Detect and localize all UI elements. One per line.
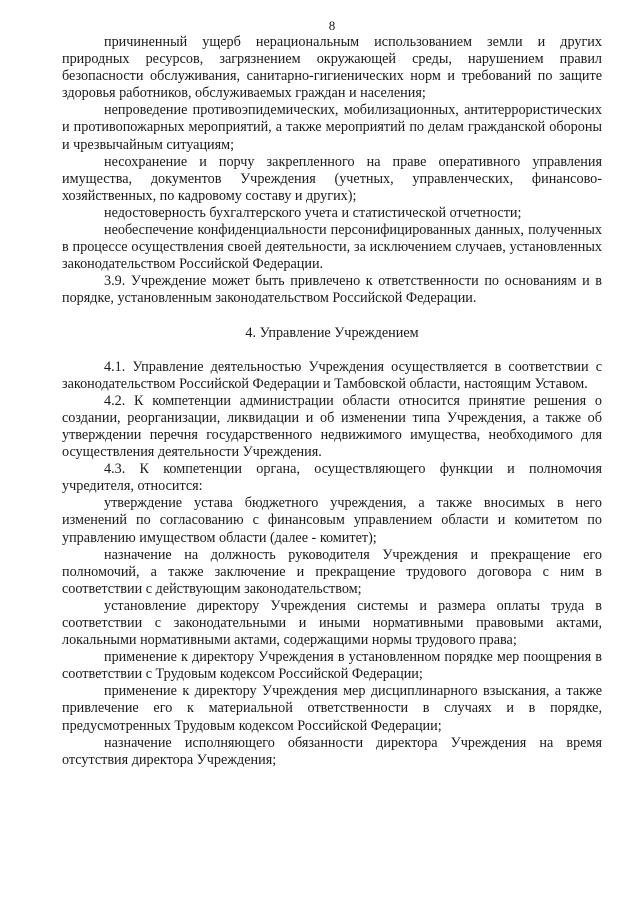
paragraph-property: несохранение и порчу закрепленного на праве оперативного управления имущества, документов Учреждения (учетных, управленческих, финансово-хозяйственных, по кадровому составу и других);	[62, 153, 602, 204]
document-page	[62, 18, 602, 769]
paragraph-4-1: 4.1. Управление деятельностью Учреждения осуществляется в соответствии с законодательством Российской Федерации и Тамбовской области, настоящим Уставом.	[62, 358, 602, 392]
paragraph-4-3: 4.3. К компетенции органа, осуществляющего функции и полномочия учредителя, относится:	[62, 461, 602, 495]
paragraph-confidentiality: необеспечение конфиденциальности персонифицированных данных, полученных в процессе осуществления своей деятельности, за исключением случаев, установленных законодательством Российской Федерации.	[62, 222, 602, 273]
paragraph-charter: утверждение устава бюджетного учреждения, а также вносимых в него изменений по согласованию с финансовым управлением области и комитетом по управлению имуществом области (далее - комитет);	[62, 495, 602, 546]
paragraph-incentives: применение к директору Учреждения в установленном порядке мер поощрения в соответствии с Трудовым кодексом Российской Федерации;	[62, 649, 602, 683]
paragraph-4-2: 4.2. К компетенции администрации области относится принятие решения о создании, реорганизации, ликвидации и об изменении типа Учреждения, а также об утверждении перечня государственного недвижимого имущества, необходимого для осуществления деятельности Учреждения.	[62, 392, 602, 461]
paragraph-measures: непроведение противоэпидемических, мобилизационных, антитеррористических и противопожарных мероприятий, а также мероприятий по делам гражданской обороны и чрезвычайным ситуациям;	[62, 102, 602, 153]
paragraph-appointment: назначение на должность руководителя Учреждения и прекращение его полномочий, а также заключение и прекращение трудового договора с ним в соответствии с действующим законодательством;	[62, 546, 602, 597]
page-number: 8	[328, 18, 336, 33]
paragraph-pay: установление директору Учреждения системы и размера оплаты труда в соответствии с законодательными и иными нормативными правовыми актами, локальными нормативными актами, содержащими нормы трудового права;	[62, 597, 602, 649]
paragraph-damage: причиненный ущерб нерациональным использованием земли и других природных ресурсов, загрязнением окружающей среды, нарушением правил безопасности обслуживания, санитарно-гигиенических норм и требований по защите здоровья работников, обслуживаемых граждан и населения;	[62, 34, 602, 102]
paragraph-3-9: 3.9. Учреждение может быть привлечено к ответственности по основаниям и в порядке, установленным законодательством Российской Федерации.	[62, 273, 602, 307]
paragraph-discipline: применение к директору Учреждения мер дисциплинарного взыскания, а также привлечение его к материальной ответственности в случаях и в порядке, предусмотренных Трудовым кодексом Российской Федерации;	[62, 683, 602, 734]
paragraph-accounting: недостоверность бухгалтерского учета и статистической отчетности;	[104, 204, 522, 221]
section-title: 4. Управление Учреждением	[245, 324, 419, 341]
paragraph-acting-director: назначение исполняющего обязанности директора Учреждения на время отсутствия директора Учреждения;	[62, 734, 602, 768]
